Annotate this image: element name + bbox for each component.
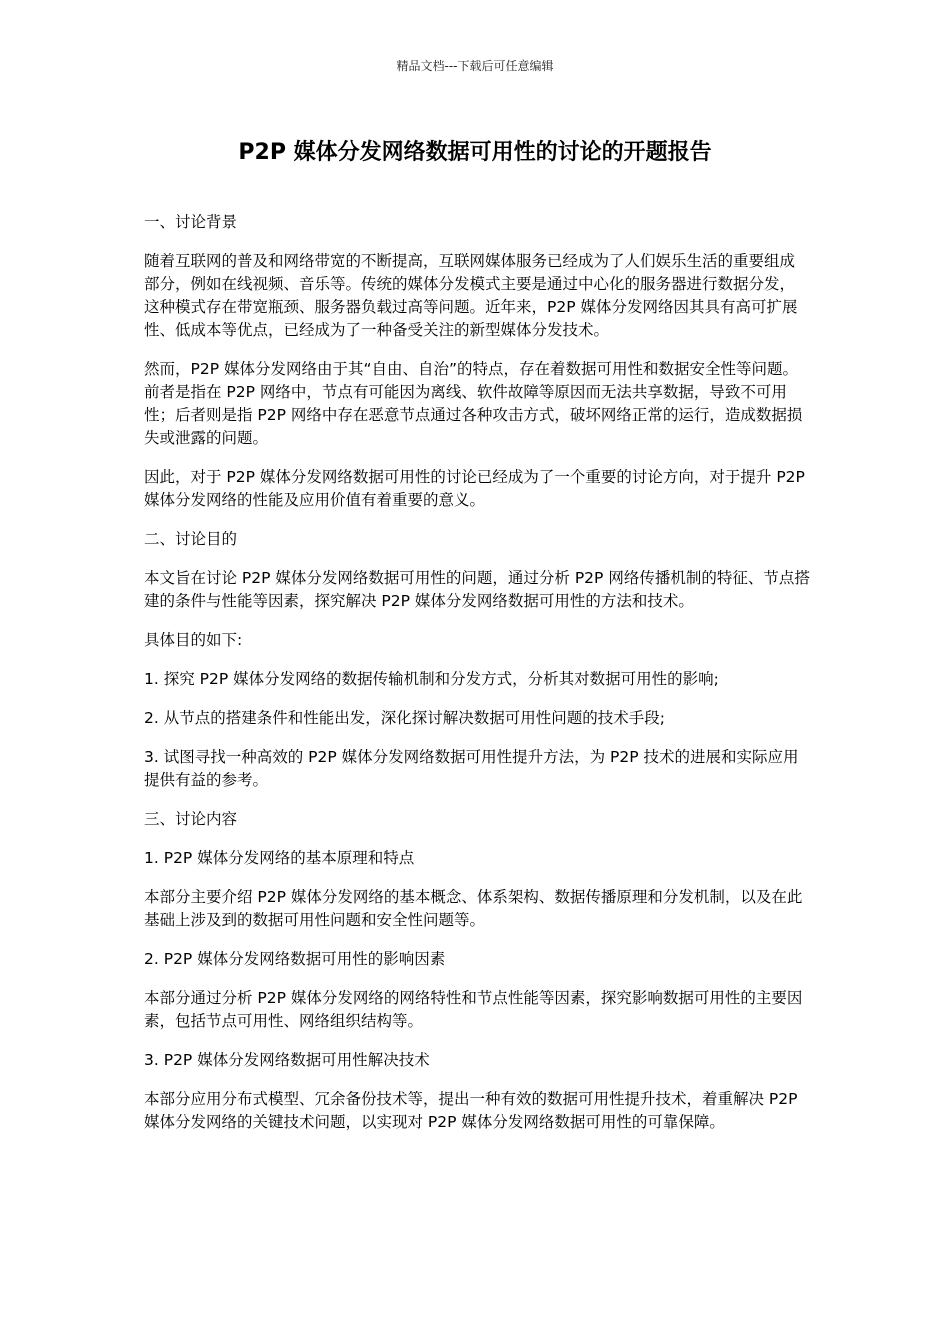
page-header: 精品文档---下载后可任意编辑 [396,59,554,73]
section-heading-purpose: 二、讨论目的 [144,530,238,548]
body-paragraph: 本部分应用分布式模型、冗余备份技术等，提出一种有效的数据可用性提升技术，着重解决 P2P 媒体分发网络的关键技术问题，以实现对 P2P 媒体分发网络数据可用性的可靠保障。 [144,1090,798,1131]
list-item: 3. 试图寻找一种高效的 P2P 媒体分发网络数据可用性提升方法，为 P2P 技术的进展和实际应用提供有益的参考。 [144,748,799,789]
subsection-heading: 1. P2P 媒体分发网络的基本原理和特点 [144,849,415,867]
body-paragraph: 本部分主要介绍 P2P 媒体分发网络的基本概念、体系架构、数据传播原理和分发机制，以及在此基础上涉及到的数据可用性问题和安全性问题等。 [144,888,803,929]
body-paragraph: 随着互联网的普及和网络带宽的不断提高，互联网媒体服务已经成为了人们娱乐生活的重要组成部分，例如在线视频、音乐等。传统的媒体分发模式主要是通过中心化的服务器进行数据分发，这种模式存在带宽瓶颈、服务器负载过高等问题。近年来，P2P 媒体分发网络因其具有高可扩展性、低成本等优点，已经成为了一种备受关注的新型媒体分发技术。 [144,252,798,339]
body-paragraph: 然而，P2P 媒体分发网络由于其“自由、自治”的特点，存在着数据可用性和数据安全性等问题。前者是指在 P2P 网络中，节点有可能因为离线、软件故障等原因而无法共享数据，导致不可用性；后者则是指 P2P 网络中存在恶意节点通过各种攻击方式，破坏网络正常的运行，造成数据损失或泄露的问题。 [144,360,803,447]
section-heading-content: 三、讨论内容 [144,810,238,828]
list-item: 2. 从节点的搭建条件和性能出发，深化探讨解决数据可用性问题的技术手段; [144,709,665,727]
body-paragraph: 因此，对于 P2P 媒体分发网络数据可用性的讨论已经成为了一个重要的讨论方向，对于提升 P2P 媒体分发网络的性能及应用价值有着重要的意义。 [144,468,805,509]
subsection-heading: 2. P2P 媒体分发网络数据可用性的影响因素 [144,950,446,968]
subsection-heading: 3. P2P 媒体分发网络数据可用性解决技术 [144,1051,430,1069]
body-paragraph: 本文旨在讨论 P2P 媒体分发网络数据可用性的问题，通过分析 P2P 网络传播机制的特征、节点搭建的条件与性能等因素，探究解决 P2P 媒体分发网络数据可用性的方法和技术。 [144,569,810,610]
section-heading-background: 一、讨论背景 [144,213,238,231]
list-item: 1. 探究 P2P 媒体分发网络的数据传输机制和分发方式，分析其对数据可用性的影响; [144,670,719,688]
document-body [144,211,810,1150]
document-title: P2P 媒体分发网络数据可用性的讨论的开题报告 [238,140,712,165]
body-paragraph: 具体目的如下: [144,631,243,649]
body-paragraph: 本部分通过分析 P2P 媒体分发网络的网络特性和节点性能等因素，探究影响数据可用性的主要因素，包括节点可用性、网络组织结构等。 [144,989,803,1030]
